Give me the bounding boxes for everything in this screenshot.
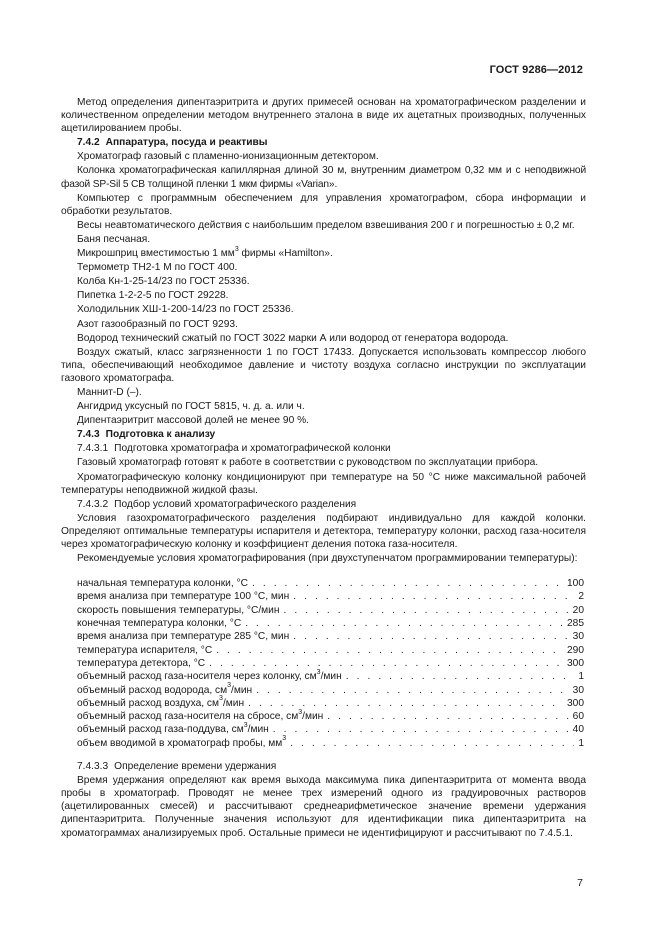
equipment-item: [61, 247, 586, 260]
condition-label: [77, 657, 205, 670]
body-paragraph: Условия газохроматографического разделения подбирают индивидуально для каждой колонки. Определяют оптимальные температуры испарителя и детектора, температуру колонки, расход газа-носителя через хроматографическую колонку и коэффициент деления потока газа-носителя.: [61, 512, 586, 550]
condition-value: 40: [572, 724, 584, 736]
equipment-item: Воздух сжатый, класс загрязненности 1 по ГОСТ 17433. Допускается использовать компрессор любого типа, обеспечивающий необходимое давление и чистоту воздуха согласно инструкции по эксплуатации газового хроматографа.: [61, 346, 586, 384]
subsection-heading-7-4-3-2: [61, 498, 586, 511]
spacer: [61, 566, 586, 577]
intro-paragraph: Метод определения дипентаэритрита и других примесей основан на хроматографическом разделении и количественном определении методом внутреннего эталона в виде их ацетатных производных, полученных ацетилированием пробы.: [61, 97, 586, 135]
equipment-item: Маннит-D (–).: [77, 386, 142, 398]
spacer: [61, 750, 586, 760]
condition-label: [77, 723, 269, 736]
condition-label-text: объемный расход газа-носителя на сбросе, см: [77, 711, 299, 723]
dot-leader: [252, 577, 563, 590]
condition-row: [61, 670, 586, 683]
dot-leader: [209, 657, 563, 670]
condition-label: [77, 737, 286, 750]
dot-leader: [293, 590, 574, 603]
equipment-item: Колонка хроматографическая капиллярная длиной 30 м, внутренним диаметром 0,32 мм и с неподвижной фазой SP-Sil 5 CB толщиной пленки 1 мкм фирмы «Varian».: [61, 165, 586, 190]
dot-leader: [273, 723, 569, 736]
dot-leader: [327, 710, 568, 723]
condition-label: [77, 697, 244, 710]
condition-label-text: объемный расход водорода, см: [77, 684, 228, 696]
section-title: Аппаратура, посуда и реактивы: [105, 137, 268, 149]
section-heading-7-4-3: [61, 428, 586, 441]
condition-label: [77, 684, 252, 697]
condition-value: 290: [567, 644, 584, 656]
condition-label-text: объем вводимой в хроматограф пробы, мм: [77, 737, 283, 749]
condition-label-tail: /мин: [247, 724, 269, 736]
superscript: 3: [234, 245, 239, 253]
condition-label-text: начальная температура колонки, °С: [77, 578, 248, 590]
condition-row: [61, 723, 586, 736]
equipment-item: Водород технический сжатый по ГОСТ 3022 марки А или водород от генератора водорода.: [77, 332, 509, 344]
subsection-heading-7-4-3-3: [61, 760, 586, 773]
section-heading-7-4-2: [61, 136, 586, 149]
dot-leader: [290, 737, 574, 750]
unit-superscript: 3: [219, 695, 223, 703]
section-number: 7.4.3: [77, 429, 100, 441]
condition-label: [77, 577, 248, 590]
condition-label-text: объемный расход газа-носителя через колонку, см: [77, 671, 317, 683]
condition-value: 1: [578, 671, 584, 683]
subsection-number: 7.4.3.3: [77, 761, 109, 773]
condition-row: [61, 684, 586, 697]
condition-row: [61, 697, 586, 710]
condition-value: 20: [572, 604, 584, 616]
condition-value: 2: [578, 591, 584, 603]
condition-row: [61, 657, 586, 670]
section-number: 7.4.2: [77, 137, 100, 149]
condition-value: 285: [567, 618, 584, 630]
condition-row: [61, 644, 586, 657]
equipment-item: Колба Кн-1-25-14/23 по ГОСТ 25336.: [77, 276, 250, 288]
page-content: [61, 96, 586, 841]
equipment-item: Хроматограф газовый с пламенно-ионизационным детектором.: [77, 151, 379, 163]
condition-value: 300: [567, 657, 584, 669]
condition-label-text: скорость повышения температуры, °С/мин: [77, 604, 280, 616]
subsection-title: Подготовка хроматографа и хроматографической колонки: [114, 443, 391, 455]
section-title: Подготовка к анализу: [105, 429, 216, 441]
condition-row: [61, 617, 586, 630]
equipment-item: Ангидрид уксусный по ГОСТ 5815, ч. д. а. или ч.: [77, 401, 305, 413]
body-paragraph: Рекомендуемые условия хроматографирования (при двухступенчатом программировании температуры):: [77, 553, 578, 565]
condition-label-text: время анализа при температуре 100 °С, мин: [77, 591, 290, 603]
body-paragraph: Газовый хроматограф готовят к работе в соответствии с руководством по эксплуатации прибора.: [77, 457, 539, 469]
condition-row: [61, 630, 586, 643]
condition-label: [77, 710, 323, 723]
condition-row: [61, 737, 586, 750]
subsection-title: Подбор условий хроматографического разделения: [114, 498, 357, 510]
equipment-item: Холодильник ХШ-1-200-14/23 по ГОСТ 25336.: [77, 304, 294, 316]
condition-value: 30: [572, 631, 584, 643]
condition-label-text: температура детектора, °С: [77, 657, 206, 669]
condition-label: [77, 604, 279, 617]
subsection-heading-7-4-3-1: [61, 442, 586, 455]
condition-row: [61, 577, 586, 590]
subsection-number: 7.4.3.2: [77, 498, 109, 510]
equipment-item: Дипентаэритрит массовой долей не менее 90 %.: [77, 415, 309, 427]
condition-row: [61, 710, 586, 723]
condition-label-tail: /мин: [320, 671, 342, 683]
condition-label: [77, 630, 289, 643]
subsection-title: Определение времени удержания: [114, 761, 277, 773]
condition-label-text: температура испарителя, °С: [77, 644, 213, 656]
condition-value: 100: [567, 578, 584, 590]
unit-superscript: 3: [243, 722, 248, 730]
dot-leader: [283, 604, 568, 617]
condition-label-text: конечная температура колонки, °С: [77, 618, 242, 630]
condition-label-text: время анализа при температуре 285 °С, мин: [77, 631, 290, 643]
unit-superscript: 3: [298, 708, 303, 716]
equipment-item: Пипетка 1-2-2-5 по ГОСТ 29228.: [77, 290, 229, 302]
condition-label: [77, 670, 342, 683]
condition-label: [77, 590, 289, 603]
condition-value: 300: [567, 697, 584, 709]
condition-label-tail: /мин: [231, 684, 253, 696]
subsection-number: 7.4.3.1: [77, 443, 109, 455]
condition-label-text: объемный расход воздуха, см: [77, 697, 220, 709]
microsyringe-text: Микрошприц вместимостью 1 мм: [77, 248, 235, 260]
condition-row: [61, 590, 586, 603]
microsyringe-text-tail: фирмы «Hamilton».: [238, 248, 333, 260]
dot-leader: [216, 644, 563, 657]
equipment-item: Баня песчаная.: [77, 233, 151, 245]
condition-label: [77, 644, 212, 657]
unit-superscript: 3: [227, 682, 232, 690]
equipment-item: Весы неавтоматического действия с наибольшим пределом взвешивания 200 г и погрешностью ± 0,2 мг.: [77, 219, 575, 231]
condition-label-tail: /мин: [222, 697, 245, 709]
condition-value: 1: [578, 737, 584, 749]
condition-label: [77, 617, 241, 630]
conditions-list: [61, 577, 586, 750]
dot-leader: [245, 617, 563, 630]
body-paragraph: Хроматографическую колонку кондиционируют при температуре на 50 °С ниже максимальной рабочей температуры неподвижной жидкой фазы.: [61, 471, 586, 496]
unit-superscript: 3: [282, 735, 287, 743]
dot-leader: [256, 684, 568, 697]
dot-leader: [248, 697, 563, 710]
dot-leader: [346, 670, 575, 683]
condition-label-tail: /мин: [302, 711, 324, 723]
body-paragraph: Время удержания определяют как время выхода максимума пика дипентаэритрита от момента ввода пробы в хроматограф. Проводят не менее трех измерений одного из градуировочных растворов (ацетилированных смесей) и рассчитывают среднеарифметическое значение времени удержания дипентаэритрита. Полученные значения используют для идентификации пика дипентаэритрита на хроматограммах анализируемых проб. Остальные примеси не идентифицируют и рассчитывают по 7.4.5.1.: [61, 775, 586, 839]
equipment-item: Термометр ТН2-1 М по ГОСТ 400.: [77, 262, 238, 274]
condition-value: 60: [572, 711, 584, 723]
equipment-item: Азот газообразный по ГОСТ 9293.: [77, 318, 238, 330]
dot-leader: [293, 630, 568, 643]
standard-header: ГОСТ 9286—2012: [489, 64, 583, 76]
equipment-item: Компьютер с программным обеспечением для управления хроматографом, сбора информации и обработки результатов.: [61, 192, 586, 217]
unit-superscript: 3: [316, 668, 321, 676]
condition-label-text: объемный расход газа-поддува, см: [77, 724, 244, 736]
condition-row: [61, 604, 586, 617]
condition-value: 30: [572, 684, 584, 696]
page-number: 7: [577, 877, 583, 889]
